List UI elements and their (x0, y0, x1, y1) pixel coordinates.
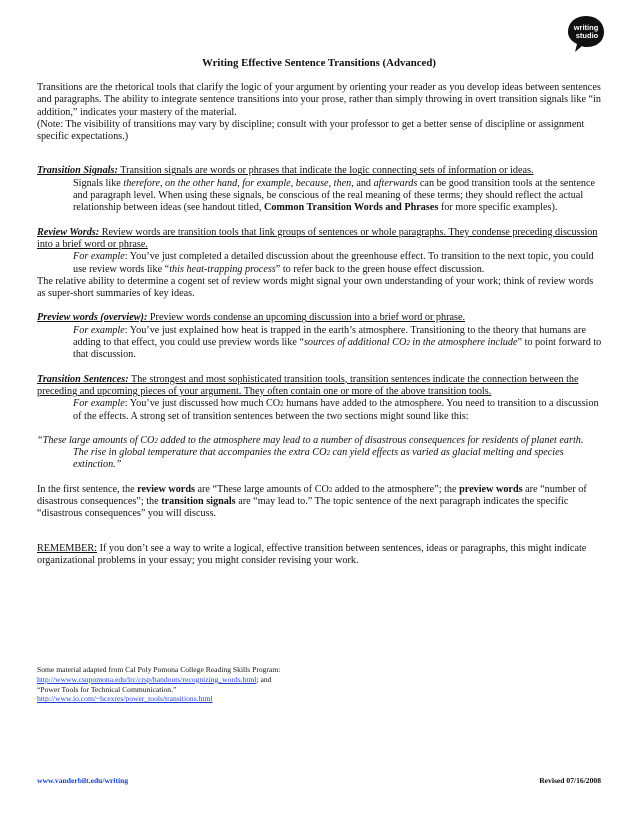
preview-quote-2: in the atmosphere include (409, 337, 518, 349)
footnote-line-4 (37, 694, 437, 704)
footnote-and: ; and (256, 674, 272, 684)
signals-section (37, 165, 603, 177)
sentences-section (37, 374, 603, 399)
intro-paragraph: Transitions are the rhetorical tools that clarify the logic of your argument by orienting your reader as you develop ideas between sentences and paragraphs. The ability to integrate sentence transitions into your prose, rather than simply throwing in overt transition signals like “in addition,” indicates your mastery of the material. (37, 82, 601, 118)
preview-quote-1: sources of additional CO (303, 337, 407, 349)
review-note: The relative ability to determine a cogent set of review words might signal your own understanding of your work; think of review words as super-short summaries of key ideas. (37, 275, 594, 300)
analysis-text-4: are “number of disastrous consequences”; the (37, 483, 587, 508)
preview-heading: Preview words (overview): (37, 312, 148, 324)
review-text-2: ” to refer back to the green house effect discussion. (275, 263, 485, 275)
footer-website-link[interactable]: www.vanderbilt.edu/writing (37, 776, 129, 785)
review-example (37, 251, 603, 276)
signals-body (37, 178, 603, 215)
preview-section (37, 312, 603, 324)
writing-studio-logo (566, 14, 606, 54)
logo-text-top: writing (573, 23, 599, 32)
preview-definition: Preview words condense an upcoming discussion into a brief word or phrase. (147, 312, 466, 324)
preview-text-1: : You’ve just explained how heat is trapped in the earth’s atmosphere. Transitioning to the theory that humans are adding to that effect, you could use preview words like “ (73, 324, 586, 349)
preview-for-example: For example (73, 324, 125, 336)
quote-subscript-2: 2 (326, 449, 330, 458)
analysis-text-3: added to the atmosphere”; the (332, 483, 460, 495)
signals-afterwards: afterwards (373, 177, 418, 189)
sentences-subscript: 2 (280, 400, 284, 409)
sentences-for-example: For example (73, 398, 125, 410)
signals-definition: Transition signals are words or phrases that indicate the logic connecting sets of information or ideas. (117, 165, 534, 177)
source-link-2[interactable]: http://www.io.com/~hcexres/power_tools/transitions.html (37, 694, 213, 704)
document-body (37, 82, 603, 567)
preview-text-2: ” to point forward to that discussion. (73, 337, 602, 361)
intro-note: (Note: The visibility of transitions may vary by discipline; consult with your professor to get a better sense of discipline or assignment specific expectations.) (37, 118, 585, 143)
analysis-text-2: are “These large amounts of CO (194, 483, 329, 495)
page-title: Writing Effective Sentence Transitions (Advanced) (202, 57, 436, 69)
sentences-heading: Transition Sentences: (37, 373, 129, 385)
analysis-subscript: 2 (328, 485, 333, 494)
quote-sentence-1 (37, 435, 603, 447)
signals-handout-title: Common Transition Words and Phrases (263, 202, 439, 214)
preview-example (37, 325, 603, 362)
analysis-preview-words: preview words (459, 483, 523, 495)
review-quote: this heat-trapping process (169, 263, 276, 275)
footnote-line-3: “Power Tools for Technical Communication.” (37, 684, 177, 694)
analysis-text-1: In the first sentence, the (37, 483, 138, 495)
preview-subscript: 2 (406, 339, 410, 348)
analysis-review-words: review words (137, 483, 195, 495)
sentences-definition: The strongest and most sophisticated transition tools, transition sentences indicate the connection between the preceding and upcoming pieces of your argument. They often contain one or more of the above transition tools. (37, 373, 579, 397)
analysis-paragraph (37, 484, 603, 521)
signals-heading: Transition Signals: (37, 165, 118, 177)
source-link-1[interactable]: http://wwww.csupomona.edu/lrc/crsp/handouts/recognizing_words.html (37, 674, 257, 684)
signals-text-1: Signals like (73, 177, 124, 189)
signals-text-3: for more specific examples). (438, 202, 558, 214)
footer-revised-date: Revised 07/16/2008 (539, 776, 601, 785)
sentences-example (37, 398, 603, 423)
quote-b1: The rise in global temperature that accompanies the extra CO (73, 447, 327, 459)
review-heading: Review Words: (37, 226, 100, 238)
source-footnote (37, 665, 437, 704)
quote-sentence-2 (37, 447, 603, 472)
review-definition: Review words are transition tools that link groups of sentences or whole paragraphs. They condense preceding discussion into a brief word or phrase. (37, 226, 598, 250)
footnote-line-1: Some material adapted from Cal Poly Pomona College Reading Skills Program: (37, 665, 281, 674)
quote-subscript-1: 2 (154, 436, 158, 445)
quote-b2: can yield effects as varied as glacial melting and species extinction.” (73, 447, 564, 471)
analysis-text-5: are “may lead to.” The topic sentence of the next paragraph indicates the specific “disastrous consequences” you will discuss. (37, 496, 569, 520)
signals-examples: therefore, on the other hand, for example, because, then, (123, 177, 354, 189)
signals-and: and (353, 177, 374, 189)
remember-label: REMEMBER: (37, 542, 98, 554)
remember-paragraph (37, 543, 603, 568)
signals-text-2: can be good transition tools at the sentence and paragraph level. When using these signals, be conscious of the real meaning of these terms; they should reflect the actual relationship between ideas (see handout titled, (73, 177, 596, 214)
sentences-text-2: humans have added to the atmosphere. You need to transition to a discussion of the effects. A strong set of transition sentences between the two sections might sound like this: (73, 398, 599, 422)
review-text-1: : You’ve just completed a detailed discussion about the greenhouse effect. To transition to the next topic, you could use review words like “ (73, 251, 594, 275)
footnote-line-2 (37, 675, 437, 685)
logo-text-bottom: studio (575, 31, 599, 40)
review-for-example: For example (73, 251, 125, 263)
review-section (37, 227, 603, 252)
analysis-transition-signals: transition signals (161, 496, 236, 508)
quote-a1: “These large amounts of CO (37, 434, 155, 446)
remember-text: If you don’t see a way to write a logical, effective transition between sentences, ideas or paragraphs, this might indicate organizational problems in your essay; you might consider revising your work. (37, 542, 587, 566)
quote-a2: added to the atmosphere may lead to a number of disastrous consequences for residents of planet earth. (157, 434, 584, 446)
sentences-text-1: : You’ve just discussed how much CO (124, 398, 281, 410)
